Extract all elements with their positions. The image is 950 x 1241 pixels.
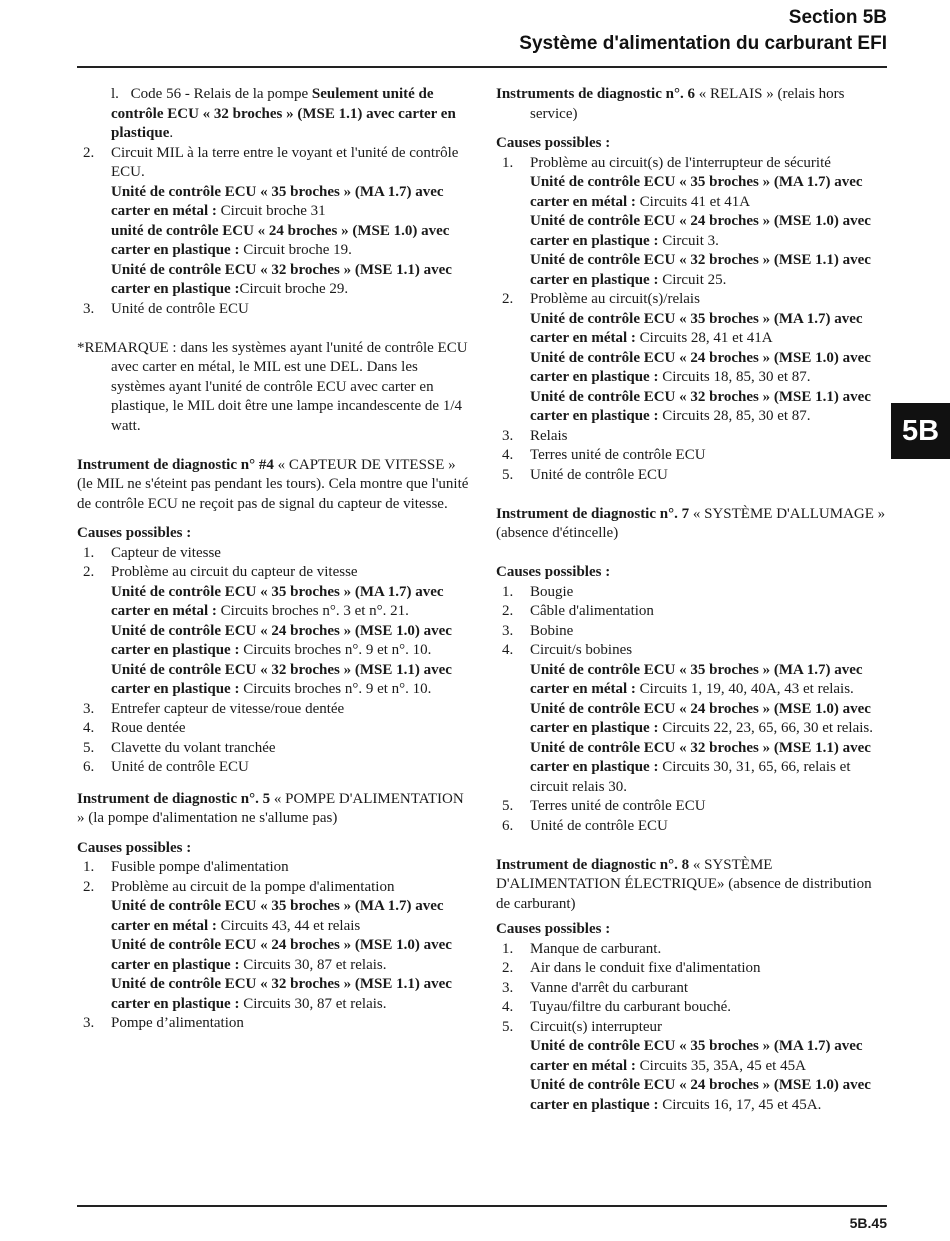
- list-item: 3. Bobine: [502, 622, 574, 639]
- page-header: [519, 5, 887, 57]
- list-item: 3. Relais: [502, 427, 568, 444]
- sub-item: Unité de contrôle ECU « 24 broches » (MSE 1.0) avec carter en plastique : Circuits 16, 17, 45 et 45A.: [530, 1077, 871, 1113]
- header-rule: [77, 66, 887, 68]
- sub-item: Unité de contrôle ECU « 35 broches » (MA 1.7) avec carter en métal : Circuits 41 et 41A: [530, 174, 863, 210]
- section-label: Section 5B: [788, 7, 887, 28]
- list-item: 1. Manque de carburant.: [502, 940, 662, 957]
- causes-label: Causes possibles :: [496, 921, 611, 937]
- sub-item: Unité de contrôle ECU « 24 broches » (MSE 1.0) avec carter en plastique : Circuit 3.: [530, 213, 871, 249]
- sub-item: Unité de contrôle ECU « 32 broches » (MSE 1.1) avec carter en plastique :Circuit broche 29.: [111, 261, 452, 297]
- left-column: [77, 85, 469, 1034]
- list-item: 4. Circuit/s bobines: [502, 642, 633, 658]
- sub-item: Unité de contrôle ECU « 24 broches » (MSE 1.0) avec carter en plastique : Circuits 18, 85, 30 et 87.: [530, 349, 871, 385]
- list-item: 1. Bougie: [502, 583, 574, 600]
- list-item: 2. Câble d'alimentation: [502, 603, 654, 619]
- list-item-text: Code 56 - Relais de la pompe: [130, 86, 312, 102]
- diagnostic-5-heading: Instrument de diagnostic n°. 5 « POMPE D'ALIMENTATION » (la pompe d'alimentation ne s'allume pas): [77, 790, 464, 826]
- list-item: 1. Fusible pompe d'alimentation: [83, 859, 289, 875]
- list-item: 6. Unité de contrôle ECU: [83, 759, 249, 775]
- sub-item: Unité de contrôle ECU « 24 broches » (MSE 1.0) avec carter en plastique : Circuits 30, 87 et relais.: [111, 937, 452, 973]
- sub-item: Unité de contrôle ECU « 32 broches » (MSE 1.1) avec carter en plastique : Circuits 30, 87 et relais.: [111, 976, 452, 1012]
- sub-item: Unité de contrôle ECU « 32 broches » (MSE 1.1) avec carter en plastique : Circuits 30, 31, 65, 66, relais et circuit relais 30.: [530, 739, 871, 795]
- list-item: 4. Tuyau/filtre du carburant bouché.: [502, 999, 732, 1015]
- causes-label: Causes possibles :: [77, 839, 192, 856]
- list-item: 1. Capteur de vitesse: [83, 544, 221, 561]
- list-item: 2. Problème au circuit de la pompe d'alimentation: [83, 878, 395, 895]
- list-item: 6. Unité de contrôle ECU: [502, 817, 668, 834]
- sub-item: Unité de contrôle ECU « 35 broches » (MA 1.7) avec carter en métal : Circuits 35, 35A, 45 et 45A: [530, 1038, 863, 1074]
- list-item: 5. Unité de contrôle ECU: [502, 466, 668, 483]
- causes-label: Causes possibles :: [496, 135, 611, 151]
- list-item: 5. Terres unité de contrôle ECU: [502, 798, 706, 814]
- list-item: 3. Vanne d'arrêt du carburant: [502, 979, 689, 996]
- list-item: 2. Circuit MIL à la terre entre le voyant et l'unité de contrôle ECU.: [83, 144, 459, 180]
- diagnostic-4-heading: Instrument de diagnostic n° #4 « CAPTEUR DE VITESSE » (le MIL ne s'éteint pas pendant les tours). Cela montre que l'unité de contrôle ECU ne reçoit pas de signal du capteur de vitesse.: [77, 456, 469, 512]
- sub-item: Unité de contrôle ECU « 32 broches » (MSE 1.1) avec carter en plastique : Circuits broches n°. 9 et n°. 10.: [111, 661, 452, 697]
- list-item: 3. Entrefer capteur de vitesse/roue dentée: [83, 700, 345, 717]
- sub-item: Unité de contrôle ECU « 32 broches » (MSE 1.1) avec carter en plastique : Circuit 25.: [530, 252, 871, 288]
- list-item: 5. Clavette du volant tranchée: [83, 739, 276, 756]
- sub-item: Unité de contrôle ECU « 32 broches » (MSE 1.1) avec carter en plastique : Circuits 28, 85, 30 et 87.: [530, 388, 871, 424]
- list-item: 2. Problème au circuit du capteur de vitesse: [83, 564, 358, 580]
- list-item: 4. Terres unité de contrôle ECU: [502, 447, 706, 463]
- section-tab: 5B: [891, 403, 950, 459]
- sub-item: Unité de contrôle ECU « 24 broches » (MSE 1.0) avec carter en plastique : Circuits broches n°. 9 et n°. 10.: [111, 622, 452, 658]
- diagnostic-6-heading: Instruments de diagnostic n°. 6 « RELAIS » (relais hors service): [496, 86, 845, 122]
- list-item: 2. Air dans le conduit fixe d'alimentation: [502, 960, 761, 976]
- sub-item: unité de contrôle ECU « 24 broches » (MSE 1.0) avec carter en plastique : Circuit broche 19.: [111, 222, 450, 258]
- diagnostic-7-heading: Instrument de diagnostic n°. 7 « SYSTÈME D'ALLUMAGE » (absence d'étincelle): [496, 505, 886, 541]
- list-item: l. Code 56 - Relais de la pompe Seulement unité de contrôle ECU « 32 broches » (MSE 1.1) avec carter en plastique.: [111, 86, 456, 141]
- causes-label: Causes possibles :: [496, 564, 611, 580]
- causes-label: Causes possibles :: [77, 525, 192, 541]
- footer-rule: [77, 1205, 887, 1207]
- list-item: 3. Unité de contrôle ECU: [83, 300, 249, 317]
- sub-item: Unité de contrôle ECU « 35 broches » (MA 1.7) avec carter en métal : Circuits 1, 19, 40, 40A, 43 et relais.: [530, 661, 863, 697]
- sub-item: Unité de contrôle ECU « 24 broches » (MSE 1.0) avec carter en plastique : Circuits 22, 23, 65, 66, 30 et relais.: [530, 700, 874, 736]
- section-title: Système d'alimentation du carburant EFI: [519, 33, 887, 54]
- sub-item: Unité de contrôle ECU « 35 broches » (MA 1.7) avec carter en métal : Circuits 28, 41 et 41A: [530, 310, 863, 346]
- list-item: 3. Pompe d’alimentation: [83, 1015, 244, 1031]
- sub-item: Unité de contrôle ECU « 35 broches » (MA 1.7) avec carter en métal : Circuit broche 31: [111, 183, 444, 219]
- sub-item: Unité de contrôle ECU « 35 broches » (MA 1.7) avec carter en métal : Circuits 43, 44 et relais: [111, 898, 444, 934]
- list-item: 4. Roue dentée: [83, 720, 186, 736]
- page-number: 5B.45: [849, 1215, 887, 1231]
- right-column: [496, 85, 888, 1115]
- sub-item: Unité de contrôle ECU « 35 broches » (MA 1.7) avec carter en métal : Circuits broches n°. 3 et n°. 21.: [111, 583, 444, 619]
- remark-note: *REMARQUE : dans les systèmes ayant l'unité de contrôle ECU avec carter en métal, le MIL est une DEL. Dans les systèmes ayant l'unité de contrôle ECU avec carter en plastique, le MIL doit être une lampe incandescente de 1/4 watt.: [77, 339, 468, 434]
- diagnostic-8-heading: Instrument de diagnostic n°. 8 « SYSTÈME D'ALIMENTATION ÉLECTRIQUE» (absence de distribution de carburant): [496, 856, 872, 912]
- list-item: 1. Problème au circuit(s) de l'interrupteur de sécurité: [502, 154, 831, 171]
- list-item: 5. Circuit(s) interrupteur: [502, 1018, 663, 1035]
- list-item: 2. Problème au circuit(s)/relais: [502, 291, 700, 307]
